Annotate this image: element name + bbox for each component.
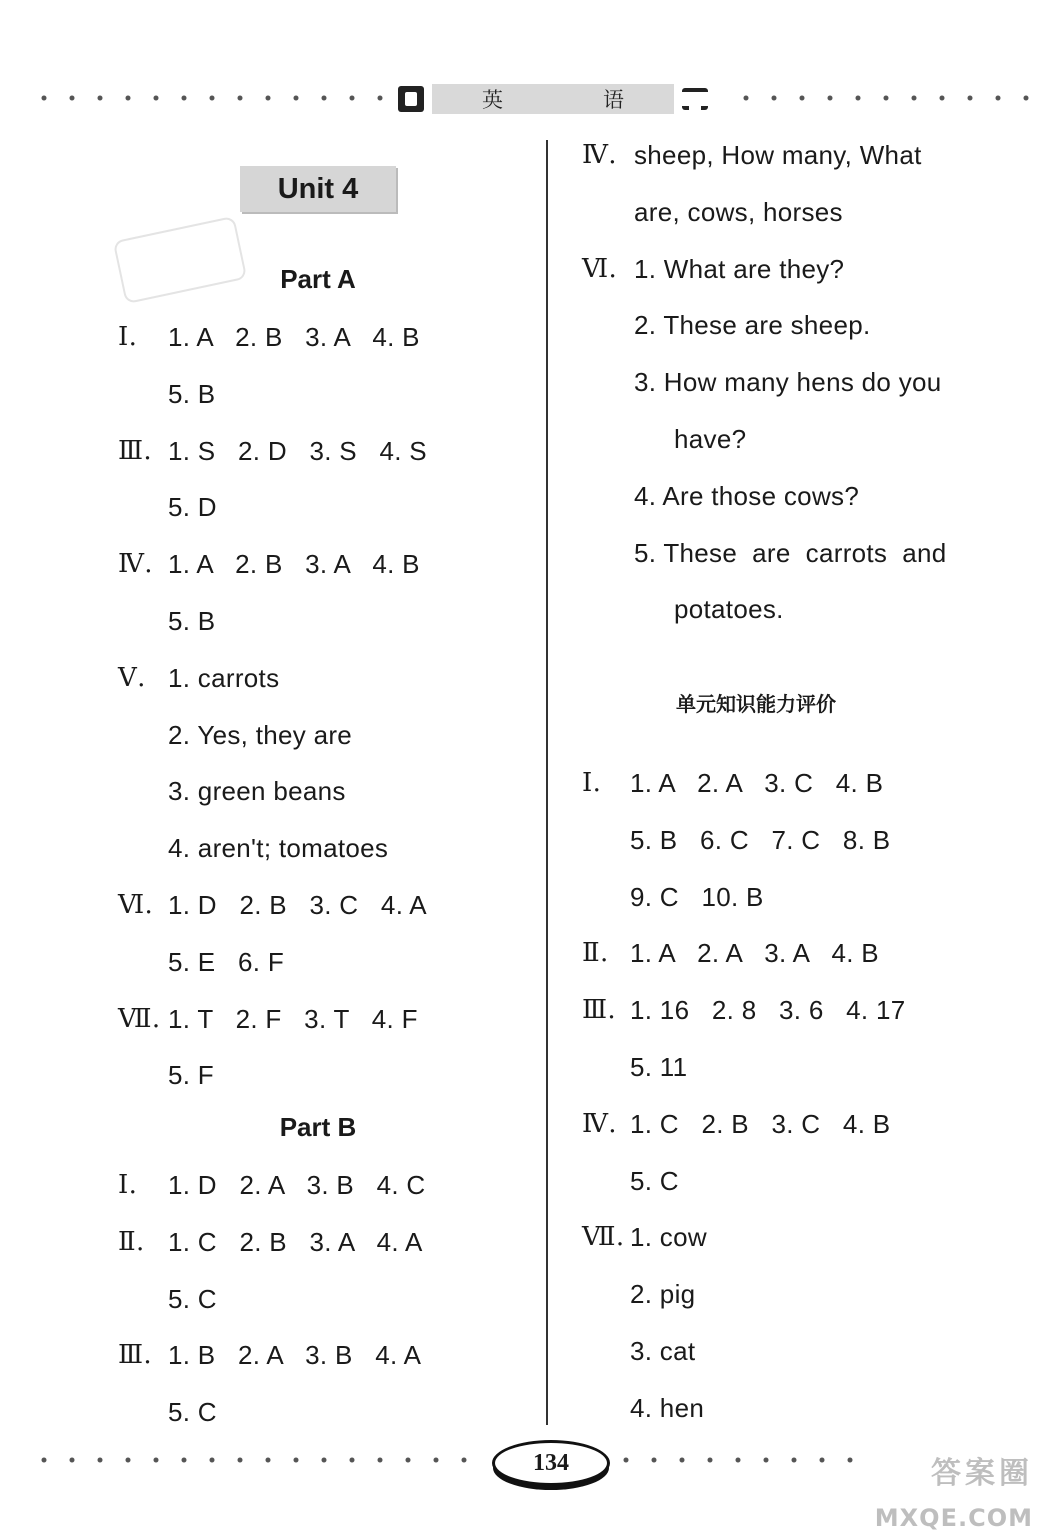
roman-numeral: Ⅴ. [118, 662, 146, 693]
answer-text: 5. C [168, 1283, 217, 1314]
answer-text: 5. F [168, 1060, 214, 1091]
footer-dots-left [30, 1456, 486, 1464]
answer-text: 2. Yes, they are [168, 719, 353, 750]
part-a-title: Part A [280, 264, 356, 294]
answer-text: 1. A 2. B 3. A 4. B [168, 322, 420, 352]
roman-numeral: Ⅲ. [118, 435, 152, 466]
subject-char-1: 英 [482, 88, 503, 112]
answer-text: 5. 11 [630, 1052, 688, 1082]
answer-text: 1. B 2. A 3. B 4. A [168, 1340, 422, 1371]
roman-numeral: Ⅵ. [582, 253, 618, 284]
answer-text: 3. green beans [168, 776, 346, 807]
roman-numeral: Ⅰ. [582, 768, 602, 798]
answer-text: 1. S 2. D 3. S 4. S [168, 435, 427, 466]
answer-text: sheep, How many, What [634, 140, 922, 170]
answer-text: 5. C [630, 1165, 679, 1196]
faded-stamp [113, 216, 248, 304]
answer-text: 1. T 2. F 3. T 4. F [168, 1003, 418, 1034]
answer-text: 1. C 2. B 3. A 4. A [168, 1226, 423, 1257]
answer-text: 5. E 6. F [168, 946, 285, 977]
watermark-logo [862, 1448, 1037, 1532]
answer-text: 3. How many hens do you [634, 367, 942, 398]
answer-text: 1. carrots [168, 662, 280, 693]
answer-text: 5. C [168, 1397, 217, 1428]
roman-numeral: Ⅳ. [582, 140, 617, 170]
answer-text: 5. These are carrots and [634, 537, 947, 568]
watermark-url: MXQE.COM [874, 1504, 1033, 1532]
section-title: 单元知识能力评价 [676, 692, 836, 716]
page-number: 134 [492, 1440, 610, 1486]
answer-text: 2. These are sheep. [634, 310, 871, 341]
answer-text: 1. What are they? [634, 253, 845, 284]
answer-text: 1. A 2. A 3. A 4. B [630, 938, 879, 969]
roman-numeral: Ⅳ. [118, 549, 153, 580]
roman-numeral: Ⅱ. [582, 938, 609, 969]
roman-numeral: Ⅶ. [582, 1222, 625, 1253]
column-divider [546, 140, 548, 1425]
subject-char-2: 语 [603, 88, 624, 112]
answer-text: 5. B [168, 606, 216, 636]
answer-text: 1. 16 2. 8 3. 6 4. 17 [630, 995, 906, 1026]
header-dots-left [30, 94, 394, 102]
answer-text: 1. A 2. A 3. C 4. B [630, 768, 884, 798]
book-icon [398, 86, 424, 112]
answer-text: 4. Are those cows? [634, 480, 860, 511]
header-banner [398, 82, 708, 116]
answer-text: 5. D [168, 492, 217, 523]
part-b-title: Part B [279, 1112, 357, 1142]
answer-text: 4. aren't; tomatoes [168, 833, 389, 864]
answer-text: 1. A 2. B 3. A 4. B [168, 549, 420, 580]
answer-text: 1. D 2. A 3. B 4. C [168, 1170, 426, 1200]
roman-numeral: Ⅲ. [118, 1340, 152, 1371]
answer-text: 1. C 2. B 3. C 4. B [630, 1108, 891, 1139]
answer-text: 5. B [168, 378, 216, 409]
roman-numeral: Ⅱ. [118, 1226, 145, 1257]
answer-text: 5. B 6. C 7. C 8. B [630, 824, 891, 855]
header-dots-right [732, 94, 1032, 102]
answer-text: 3. cat [630, 1336, 696, 1366]
answer-text: are, cows, horses [634, 196, 843, 227]
answer-text: 1. D 2. B 3. C 4. A [168, 890, 427, 920]
roman-numeral: Ⅰ. [118, 1170, 138, 1200]
menu-icon [682, 88, 708, 110]
roman-numeral: Ⅶ. [118, 1003, 161, 1034]
answer-text: potatoes. [674, 594, 784, 625]
subject-title [432, 84, 674, 114]
footer-dots-right [612, 1456, 862, 1464]
roman-numeral: Ⅳ. [582, 1108, 617, 1139]
roman-numeral: Ⅵ. [118, 890, 154, 920]
watermark-text: 答案圈 [931, 1456, 1033, 1491]
answer-text: 1. cow [630, 1222, 707, 1253]
unit-title: Unit 4 [240, 166, 396, 212]
answer-text: 2. pig [630, 1279, 696, 1310]
roman-numeral: Ⅰ. [118, 322, 138, 352]
answer-text: have? [674, 424, 747, 454]
answer-text: 4. hen [630, 1392, 705, 1423]
answer-text: 9. C 10. B [630, 881, 764, 912]
roman-numeral: Ⅲ. [582, 995, 616, 1026]
